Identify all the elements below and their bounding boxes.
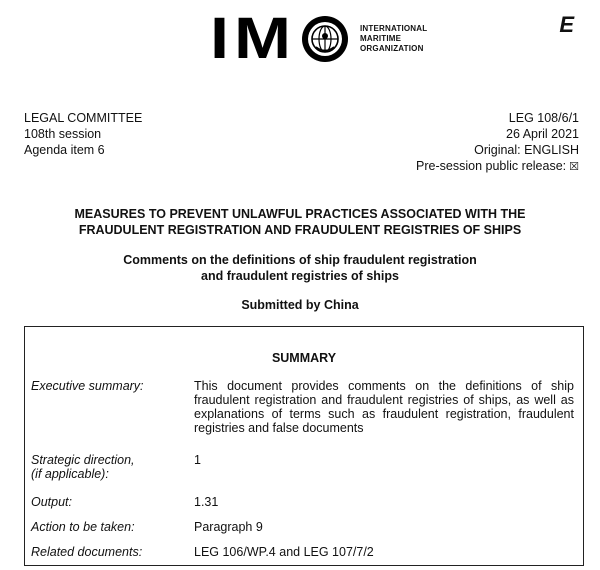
executive-summary-label: Executive summary: bbox=[31, 379, 144, 393]
organization-name bbox=[360, 24, 427, 54]
strategic-direction-value: 1 bbox=[194, 453, 201, 467]
document-info bbox=[416, 110, 579, 175]
strategic-direction-label-line-1: Strategic direction, bbox=[31, 453, 135, 467]
output-value: 1.31 bbox=[194, 495, 219, 509]
strategic-direction-label-line-2: (if applicable): bbox=[31, 467, 109, 481]
strategic-direction-label bbox=[31, 453, 181, 481]
org-name-line-3: ORGANIZATION bbox=[360, 44, 424, 53]
output-label: Output: bbox=[31, 495, 72, 509]
action-value: Paragraph 9 bbox=[194, 520, 263, 534]
session-number: 108th session bbox=[24, 127, 102, 141]
language-code: E bbox=[559, 12, 574, 37]
logo-letter-i: I bbox=[210, 6, 226, 71]
checked-box-icon: ☒ bbox=[569, 161, 579, 173]
agenda-item: Agenda item 6 bbox=[24, 143, 105, 157]
title-line-2: FRAUDULENT REGISTRATION AND FRAUDULENT REGISTRIES OF SHIPS bbox=[78, 223, 522, 237]
public-release bbox=[416, 158, 579, 175]
subtitle-line-1: Comments on the definitions of ship fraudulent registration bbox=[123, 253, 477, 267]
committee-name: LEGAL COMMITTEE bbox=[24, 111, 143, 125]
logo-letter-m: M bbox=[234, 6, 288, 71]
submitted-by: Submitted by China bbox=[241, 298, 359, 312]
title-line-1: MEASURES TO PREVENT UNLAWFUL PRACTICES ASSOCIATED WITH THE bbox=[74, 207, 526, 221]
related-documents-value: LEG 106/WP.4 and LEG 107/7/2 bbox=[194, 545, 374, 559]
document-date: 26 April 2021 bbox=[506, 127, 579, 141]
summary-box bbox=[24, 326, 584, 566]
subtitle-line-2: and fraudulent registries of ships bbox=[201, 269, 399, 283]
imo-logo-mark bbox=[210, 6, 350, 71]
document-number: LEG 108/6/1 bbox=[508, 111, 579, 125]
public-release-label: Pre-session public release: bbox=[416, 159, 567, 173]
document-title bbox=[0, 206, 600, 238]
org-name-line-1: INTERNATIONAL bbox=[360, 24, 428, 33]
action-label: Action to be taken: bbox=[31, 520, 135, 534]
imo-logo bbox=[210, 6, 428, 71]
executive-summary-value: This document provides comments on the definitions of ship fraudulent registration and fraudulent registries of ships, as well as explanations of terms such as fraudulent registration, fraudulent registries and false documents bbox=[194, 379, 574, 435]
committee-info bbox=[24, 110, 142, 158]
document-subtitle bbox=[0, 252, 600, 284]
summary-heading: SUMMARY bbox=[271, 351, 337, 365]
org-name-line-2: MARITIME bbox=[360, 34, 402, 43]
related-documents-label: Related documents: bbox=[31, 545, 143, 559]
original-language: Original: ENGLISH bbox=[474, 143, 579, 157]
